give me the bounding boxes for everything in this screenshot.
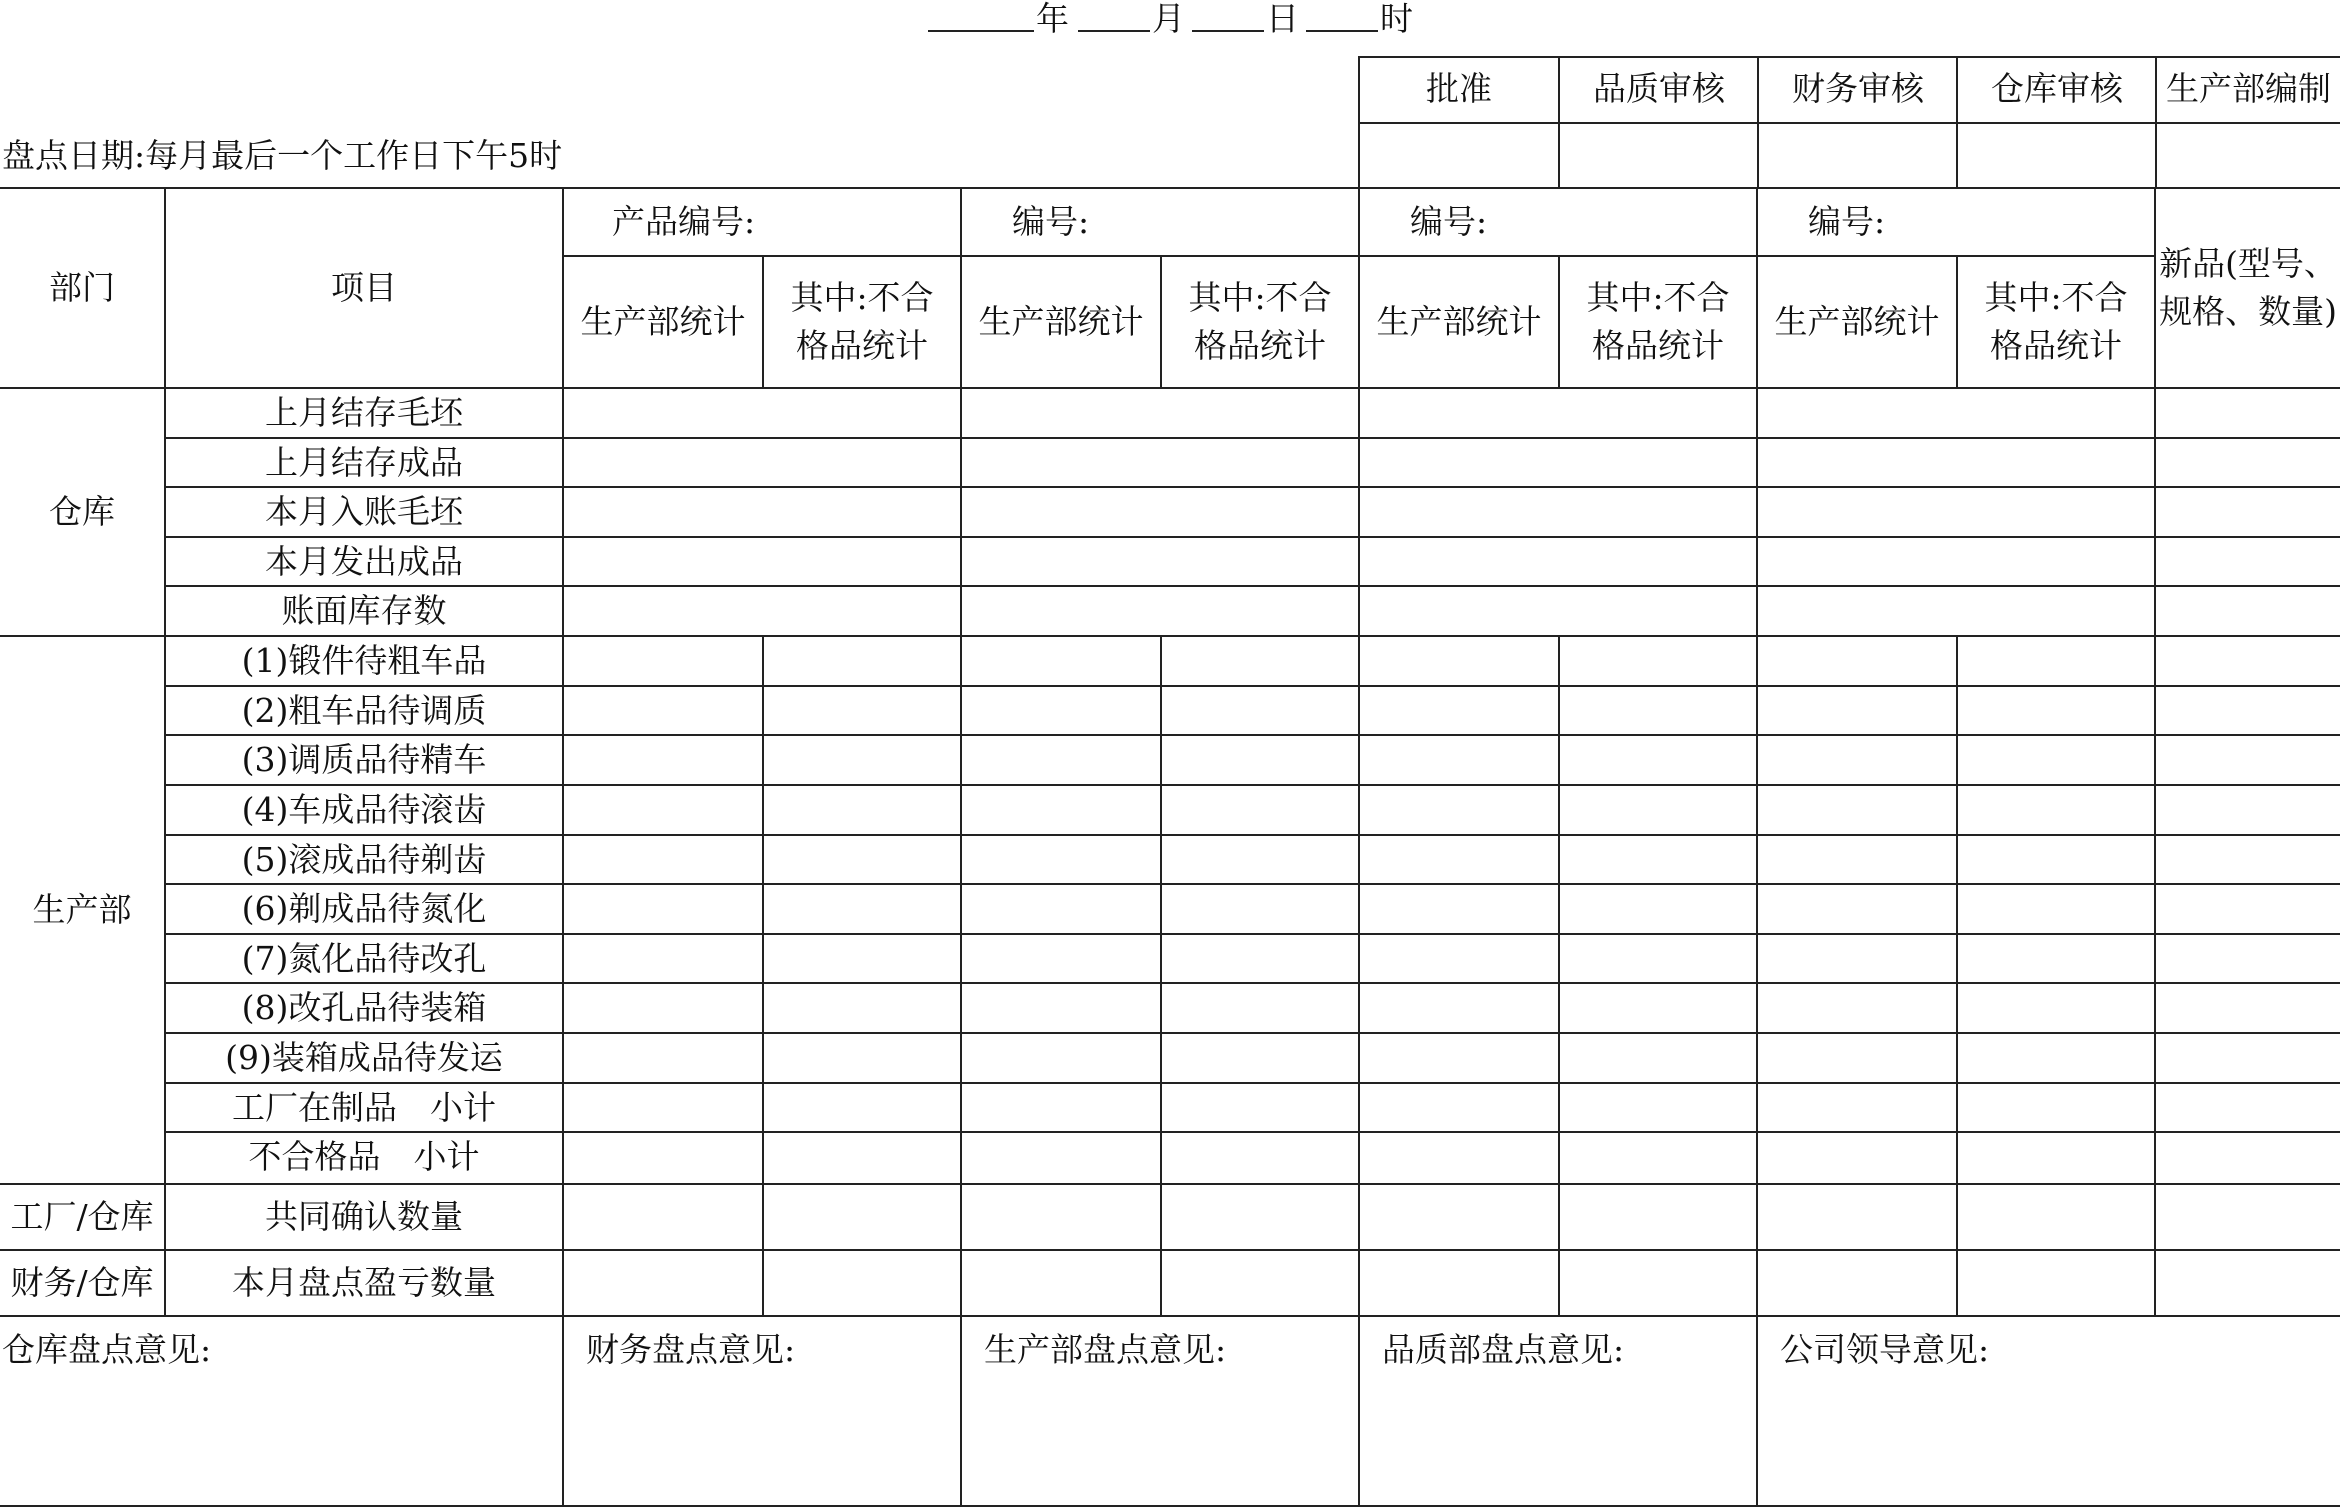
production-stat-3: 生产部统计 xyxy=(1376,302,1542,342)
rule xyxy=(2154,187,2156,1317)
rule xyxy=(1757,56,1759,189)
row-label: (8)改孔品待装箱 xyxy=(241,988,487,1028)
rule xyxy=(0,187,2340,189)
opinion-finance: 财务盘点意见: xyxy=(586,1330,796,1369)
rule xyxy=(164,1131,2340,1133)
approval-production-sign[interactable] xyxy=(2157,124,2340,188)
year-label: 年 xyxy=(1036,0,1069,38)
opinion-quality: 品质部盘点意见: xyxy=(1382,1330,1625,1369)
rule xyxy=(1160,635,1162,1317)
row-label-confirm: 共同确认数量 xyxy=(265,1197,463,1237)
rule xyxy=(1756,187,1758,1507)
opinion-leadership: 公司领导意见: xyxy=(1780,1330,1990,1369)
product-code-3: 编号: xyxy=(1410,202,1488,241)
rule xyxy=(1558,255,1560,389)
rule xyxy=(164,734,2340,736)
rule xyxy=(762,255,764,389)
rule xyxy=(164,585,2340,587)
approval-production: 生产部编制 xyxy=(2166,69,2331,108)
reject-stat-4: 其中:不合 格品统计 xyxy=(1984,278,2128,365)
row-label: 本月发出成品 xyxy=(265,542,463,582)
rule xyxy=(164,437,2340,439)
product-code-4: 编号: xyxy=(1808,202,1886,241)
dept-factory-warehouse: 工厂/仓库 xyxy=(10,1197,154,1237)
row-label: 上月结存毛坯 xyxy=(265,393,463,433)
rule xyxy=(1956,255,1958,389)
row-label: (9)装箱成品待发运 xyxy=(225,1038,503,1078)
approval-quality-sign[interactable] xyxy=(1560,124,1758,188)
rule xyxy=(164,784,2340,786)
rule xyxy=(164,536,2340,538)
row-label: 账面库存数 xyxy=(281,591,447,631)
rule xyxy=(0,1183,2340,1185)
row-label-profit-loss: 本月盘点盈亏数量 xyxy=(232,1263,496,1303)
hour-blank[interactable] xyxy=(1306,30,1378,32)
approval-quality: 品质审核 xyxy=(1593,69,1725,108)
rule xyxy=(1358,56,2340,58)
rule xyxy=(164,1032,2340,1034)
rule xyxy=(0,1249,2340,1251)
product-code-1: 产品编号: xyxy=(612,202,756,241)
rule xyxy=(164,883,2340,885)
row-label: (2)粗车品待调质 xyxy=(241,691,487,731)
production-stat-2: 生产部统计 xyxy=(978,302,1144,342)
rule xyxy=(164,933,2340,935)
dept-warehouse: 仓库 xyxy=(49,492,115,532)
month-label: 月 xyxy=(1152,0,1185,38)
approval-approve: 批准 xyxy=(1426,69,1492,108)
rule xyxy=(1358,122,2340,124)
reject-stat-1: 其中:不合 格品统计 xyxy=(790,278,934,365)
rule xyxy=(164,1082,2340,1084)
new-product-header: 新品(型号、 规格、数量) xyxy=(2159,244,2337,331)
rule xyxy=(0,1315,2340,1317)
month-blank[interactable] xyxy=(1078,30,1150,32)
subtotal-wip-label: 工厂在制品 小计 xyxy=(232,1088,496,1128)
col-header-department: 部门 xyxy=(49,268,115,308)
row-label: (1)锻件待粗车品 xyxy=(241,641,487,681)
dept-production: 生产部 xyxy=(32,890,132,930)
production-stat-1: 生产部统计 xyxy=(580,302,746,342)
rule xyxy=(1956,56,1958,189)
col-header-item: 项目 xyxy=(331,268,397,308)
rule xyxy=(562,187,564,1507)
rule xyxy=(1160,255,1162,389)
approval-approve-sign[interactable] xyxy=(1360,124,1558,188)
reject-stat-2: 其中:不合 格品统计 xyxy=(1188,278,1332,365)
rule xyxy=(0,1505,2340,1507)
inventory-date-note: 盘点日期:每月最后一个工作日下午5时 xyxy=(2,136,563,175)
rule xyxy=(1358,56,1360,189)
production-stat-4: 生产部统计 xyxy=(1774,302,1940,342)
rule xyxy=(2155,56,2157,189)
year-blank[interactable] xyxy=(928,30,1034,32)
opinion-warehouse: 仓库盘点意见: xyxy=(2,1330,212,1369)
rule xyxy=(0,635,2340,637)
row-label: (3)调质品待精车 xyxy=(241,740,487,780)
row-label: (5)滚成品待剃齿 xyxy=(241,840,487,880)
dept-finance-warehouse: 财务/仓库 xyxy=(10,1263,154,1303)
subtotal-reject-label: 不合格品 小计 xyxy=(248,1137,480,1177)
reject-stat-3: 其中:不合 格品统计 xyxy=(1586,278,1730,365)
rule xyxy=(762,635,764,1317)
row-label: 上月结存成品 xyxy=(265,443,463,483)
rule xyxy=(960,187,962,1507)
row-label: (4)车成品待滚齿 xyxy=(241,790,487,830)
approval-finance-sign[interactable] xyxy=(1759,124,1957,188)
approval-warehouse-sign[interactable] xyxy=(1958,124,2156,188)
rule xyxy=(1558,56,1560,189)
rule xyxy=(1956,635,1958,1317)
rule xyxy=(1558,635,1560,1317)
opinion-production: 生产部盘点意见: xyxy=(984,1330,1227,1369)
rule xyxy=(1358,187,1360,1507)
day-label: 日 xyxy=(1266,0,1299,38)
rule xyxy=(164,834,2340,836)
row-label: 本月入账毛坯 xyxy=(265,492,463,532)
day-blank[interactable] xyxy=(1192,30,1264,32)
row-label: (7)氮化品待改孔 xyxy=(241,939,487,979)
row-label: (6)剃成品待氮化 xyxy=(241,889,487,929)
rule xyxy=(164,187,166,1317)
rule xyxy=(0,387,2340,389)
approval-finance: 财务审核 xyxy=(1792,69,1924,108)
hour-label: 时 xyxy=(1380,0,1413,38)
approval-warehouse: 仓库审核 xyxy=(1991,69,2123,108)
rule xyxy=(164,685,2340,687)
rule xyxy=(164,486,2340,488)
product-code-2: 编号: xyxy=(1012,202,1090,241)
rule xyxy=(164,982,2340,984)
